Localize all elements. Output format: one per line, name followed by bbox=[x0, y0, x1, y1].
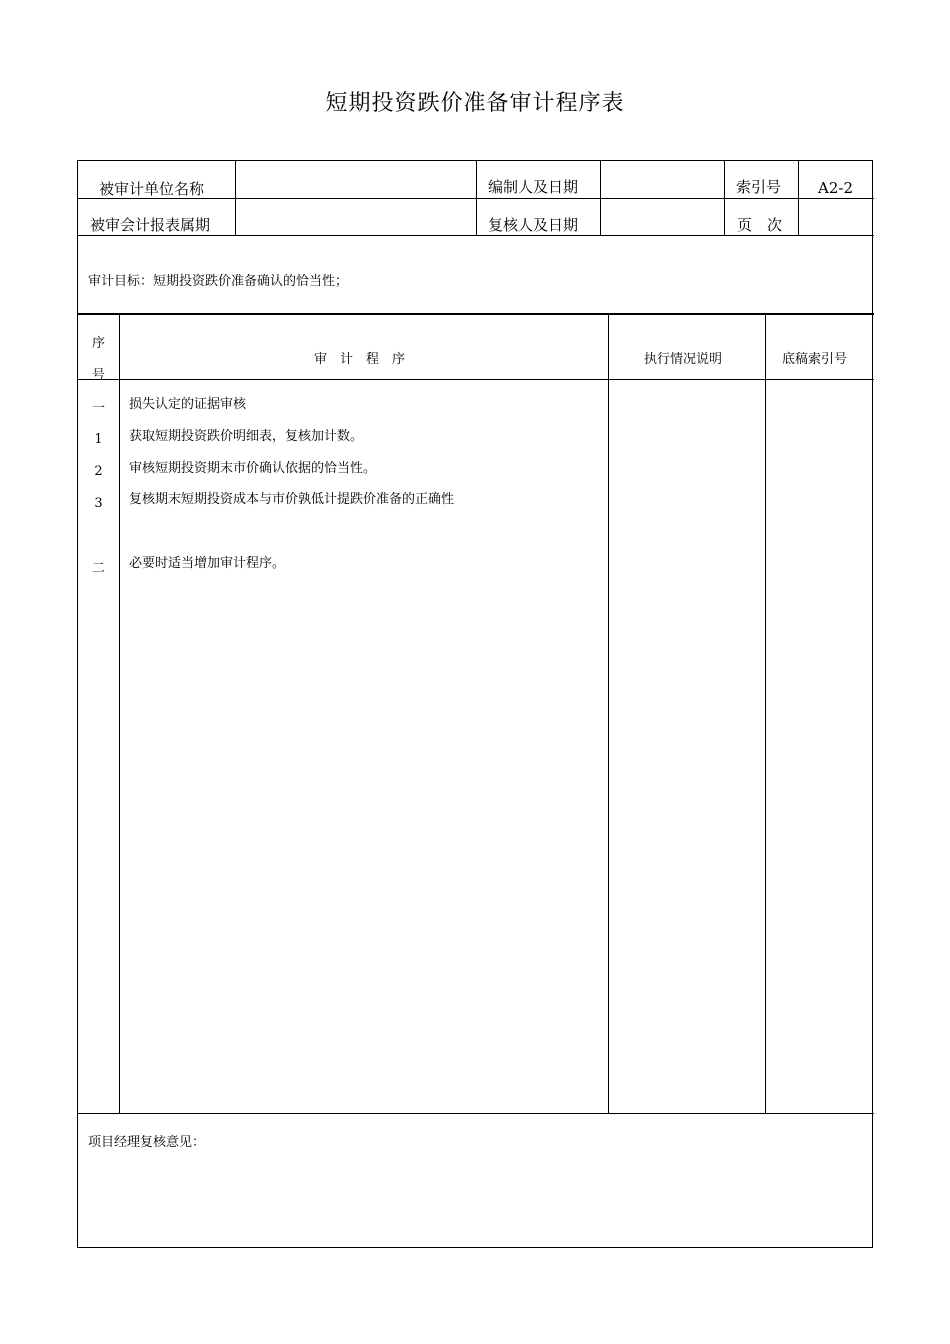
workpaper-index-cell[interactable] bbox=[766, 380, 872, 1112]
serial-header-line1: 序 bbox=[91, 336, 105, 351]
procedure-number: 3 bbox=[94, 496, 103, 511]
audit-objective: 审计目标：短期投资跌价准备确认的恰当性； bbox=[88, 274, 349, 289]
report-period-label: 被审会计报表属期 bbox=[90, 216, 211, 234]
procedure-text: 损失认定的证据审核 bbox=[129, 397, 247, 412]
manager-review-label: 项目经理复核意见： bbox=[88, 1135, 206, 1150]
col-divider bbox=[724, 161, 725, 235]
procedure-number: 2 bbox=[94, 464, 103, 479]
procedure-header: 审 计 程 序 bbox=[314, 352, 406, 367]
procedure-text: 必要时适当增加审计程序。 bbox=[129, 556, 286, 571]
col-divider bbox=[235, 161, 236, 235]
col-divider bbox=[600, 161, 601, 235]
page-number-label: 页 次 bbox=[737, 216, 783, 234]
row-divider bbox=[78, 235, 874, 236]
serial-header-line2: 号 bbox=[91, 368, 105, 383]
workpaper-index-header: 底稿索引号 bbox=[782, 352, 848, 367]
col-divider bbox=[476, 161, 477, 235]
procedure-text: 复核期末短期投资成本与市价孰低计提跌价准备的正确性 bbox=[129, 492, 455, 507]
procedure-number: 1 bbox=[94, 432, 103, 447]
procedure-number: 一 bbox=[91, 401, 105, 416]
row-divider bbox=[78, 1113, 874, 1114]
manager-review-area[interactable] bbox=[78, 1156, 872, 1246]
page-title: 短期投资跌价准备审计程序表 bbox=[325, 91, 625, 116]
col-divider bbox=[798, 161, 799, 235]
execution-header: 执行情况说明 bbox=[644, 352, 723, 367]
row-divider bbox=[78, 313, 874, 315]
procedure-text: 审核短期投资期末市价确认依据的恰当性。 bbox=[129, 461, 377, 476]
execution-notes-cell[interactable] bbox=[609, 380, 764, 1112]
preparer-date-label: 编制人及日期 bbox=[488, 178, 579, 196]
reviewer-date-label: 复核人及日期 bbox=[488, 216, 579, 234]
index-number-label: 索引号 bbox=[736, 178, 782, 196]
procedure-number: 二 bbox=[91, 561, 105, 576]
audit-form bbox=[77, 160, 873, 1248]
index-number-value: A2-2 bbox=[818, 179, 853, 197]
procedure-text: 获取短期投资跌价明细表，复核加计数。 bbox=[129, 429, 364, 444]
col-divider bbox=[119, 313, 120, 1113]
entity-name-label: 被审计单位名称 bbox=[99, 180, 205, 198]
